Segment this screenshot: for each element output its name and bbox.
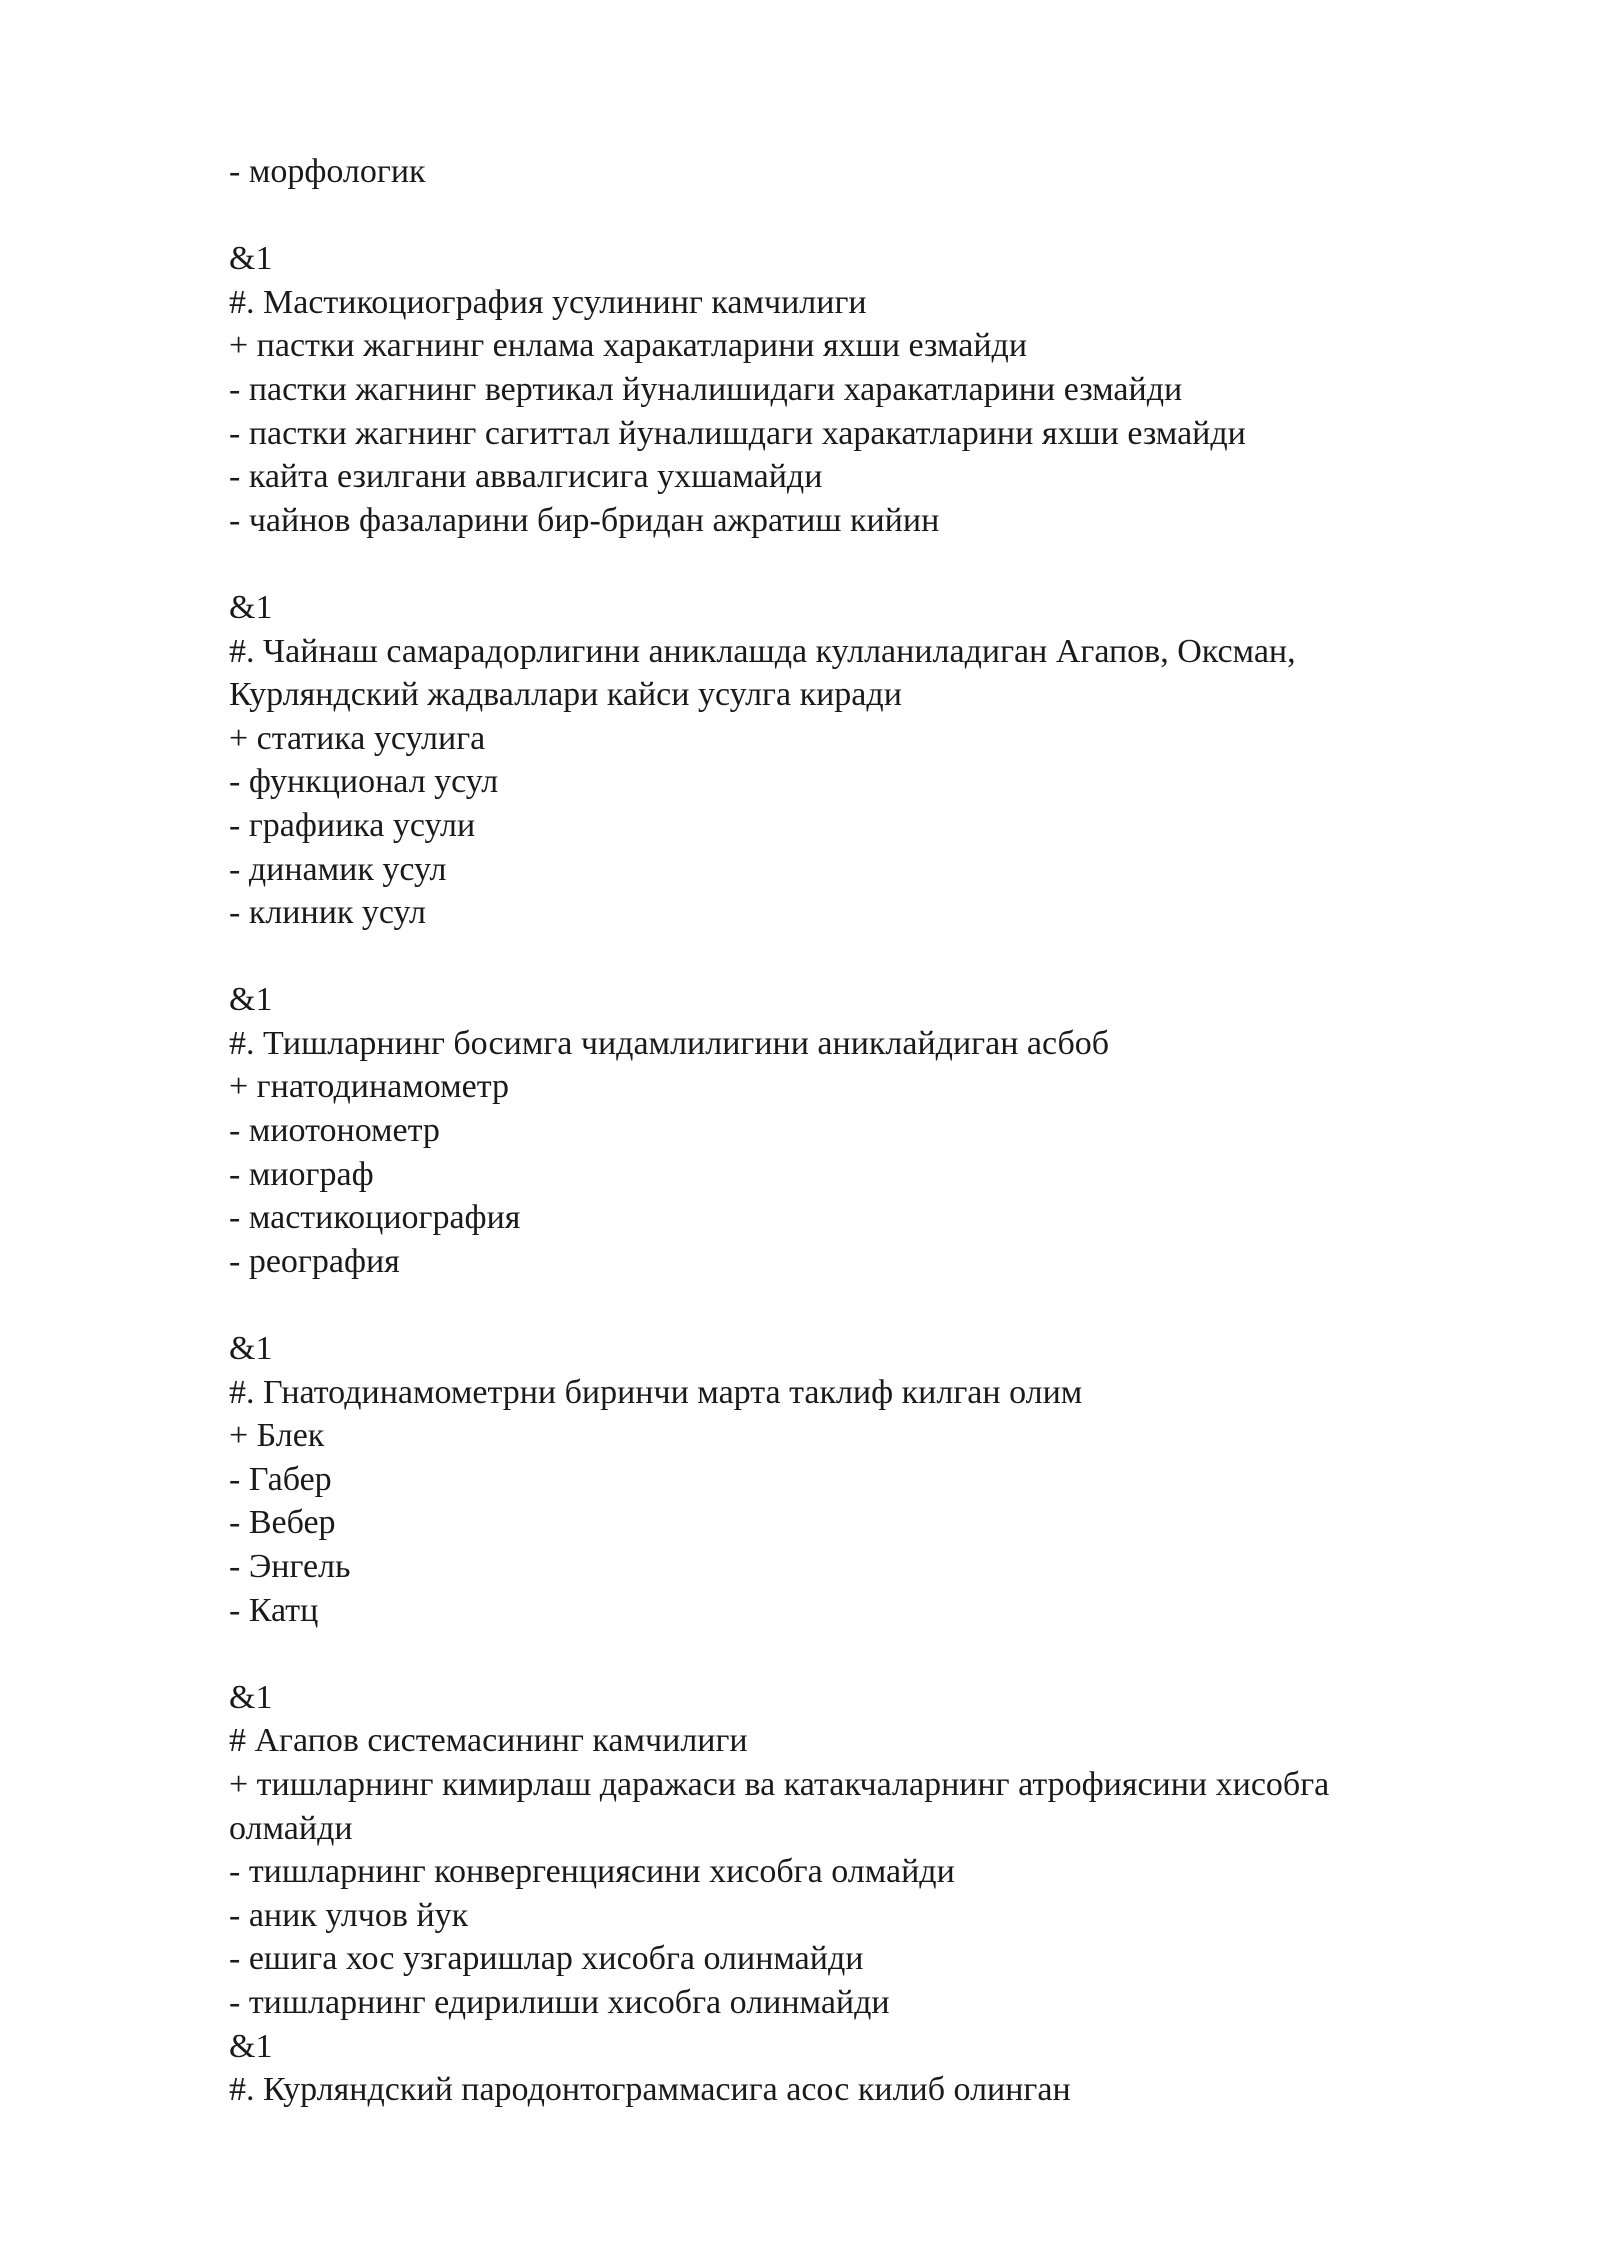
answer-option: - кайта езилгани аввалгисига ухшамайди [229, 458, 823, 496]
blank-line [229, 542, 1479, 586]
question-marker: &1 [229, 2027, 273, 2065]
answer-correct: + гнатодинамометр [229, 1068, 509, 1106]
answer-option: - Вебер [229, 1504, 336, 1542]
question-marker: &1 [229, 588, 273, 626]
question-marker: &1 [229, 981, 273, 1019]
answer-option: - ешига хос узгаришлар хисобга олинмайди [229, 1940, 864, 1978]
answer-option: - функционал усул [229, 763, 499, 801]
blank-line [229, 935, 1479, 979]
answer-option: - миограф [229, 1155, 374, 1193]
answer-option: - пастки жагнинг сагиттал йуналишдаги харакатларини яхши езмайди [229, 414, 1246, 452]
answer-option: - динамик усул [229, 850, 447, 888]
answer-option: - Энгель [229, 1548, 351, 1585]
answer-correct: + Блек [229, 1417, 325, 1455]
answer-correct-continued: олмайди [229, 1809, 353, 1847]
blank-line [229, 1283, 1479, 1327]
question-text: #. Мастикоциография усулининг камчилиги [229, 283, 867, 321]
answer-option: - аник улчов йук [229, 1896, 469, 1934]
question-text-continued: Курляндский жадваллари кайси усулга киради [229, 676, 902, 714]
answer-option: - реография [229, 1242, 400, 1280]
question-marker: &1 [229, 1330, 273, 1368]
answer-option: - тишларнинг конвергенциясини хисобга олмайди [229, 1853, 955, 1891]
question-text: #. Гнатодинамометрни биринчи марта таклиф килган олим [229, 1373, 1083, 1411]
blank-line [229, 1632, 1479, 1676]
document-page [229, 150, 1479, 2112]
text-line: - морфологик [229, 153, 426, 190]
answer-option: - Габер [229, 1460, 332, 1498]
question-marker: &1 [229, 1678, 273, 1716]
answer-option: - чайнов фазаларини бир-бридан ажратиш кийин [229, 501, 940, 539]
answer-option: - Катц [229, 1591, 319, 1629]
question-text: # Агапов системасининг камчилиги [229, 1722, 748, 1760]
answer-option: - графиика усули [229, 806, 476, 844]
answer-correct: + пастки жагнинг енлама харакатларини яхши езмайди [229, 327, 1028, 365]
answer-option: - клиник усул [229, 894, 427, 932]
answer-option: - мастикоциография [229, 1199, 521, 1237]
answer-option: - пастки жагнинг вертикал йуналишидаги харакатларини езмайди [229, 370, 1183, 408]
answer-correct: + тишларнинг кимирлаш даражаси ва катакчаларнинг атрофиясини хисобга [229, 1765, 1330, 1803]
question-text: #. Тишларнинг босимга чидамлилигини аниклайдиган асбоб [229, 1024, 1110, 1062]
blank-line [229, 194, 1479, 238]
answer-correct: + статика усулига [229, 719, 486, 757]
question-marker: &1 [229, 240, 273, 278]
answer-option: - тишларнинг едирилиши хисобга олинмайди [229, 1983, 890, 2021]
question-text: #. Курляндский пародонтограммасига асос килиб олинган [229, 2071, 1071, 2109]
answer-option: - миотонометр [229, 1112, 440, 1150]
question-text: #. Чайнаш самарадорлигини аниклашда кулланиладиган Агапов, Оксман, [229, 632, 1296, 670]
